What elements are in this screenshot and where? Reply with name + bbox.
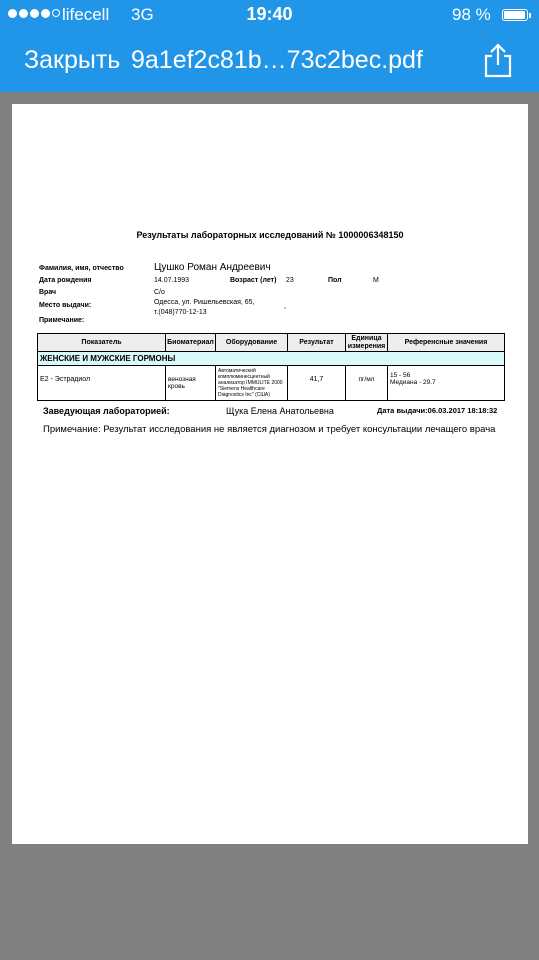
section-title: ЖЕНСКИЕ И МУЖСКИЕ ГОРМОНЫ <box>38 352 504 366</box>
cell-indicator: E2 - Эстрадиол <box>38 366 166 400</box>
place-label: Место выдачи: <box>39 302 92 309</box>
pdf-page <box>12 104 528 844</box>
header-unit: Единица измерения <box>346 334 388 351</box>
doctor-value: С/о <box>154 289 165 296</box>
table-row <box>38 366 504 400</box>
battery-icon <box>502 9 528 21</box>
disclaimer-note: Примечание: Результат исследования не является диагнозом и требует консультации лечащего врача <box>43 424 496 435</box>
place-comma: , <box>284 303 286 310</box>
clock: 19:40 <box>246 4 293 24</box>
table-header <box>38 334 504 352</box>
cell-equipment: Автоматический комплюминесцентный анализатор IMMULITE 2000 "Siemens Healthcare Diagnostics Inc" (США) <box>216 366 288 400</box>
carrier-name: lifecell <box>62 5 110 24</box>
dob-label: Дата рождения <box>39 277 92 284</box>
navigation-bar <box>0 30 539 92</box>
place-value-address: Одесса, ул. Ришельевская, 65, <box>154 299 255 306</box>
status-bar <box>0 0 539 30</box>
header-reference: Референсные значения <box>404 338 488 346</box>
name-value: Цушко Роман Андреевич <box>154 262 271 273</box>
reference-median: Медиана - 29.7 <box>390 379 436 386</box>
header-biomaterial: Биоматериал <box>166 334 216 351</box>
lab-head-label: Заведующая лабораторией: <box>43 406 170 416</box>
cell-unit: пг/мл <box>346 366 388 400</box>
place-value-phone: т.(048)770-12-13 <box>154 309 207 316</box>
share-icon[interactable] <box>482 42 514 78</box>
results-table <box>37 333 505 401</box>
header-indicator: Показатель <box>38 334 166 351</box>
header-result: Результат <box>288 334 346 351</box>
age-label: Возраст (лет) <box>230 277 277 284</box>
document-title: Результаты лабораторных исследований № 1000006348150 <box>136 230 404 240</box>
cell-result: 41,7 <box>288 366 346 400</box>
document-filename: 9a1ef2c81b…73c2bec.pdf <box>131 46 423 74</box>
note-label: Примечание: <box>39 317 85 324</box>
sex-label: Пол <box>328 277 342 284</box>
cell-biomaterial: венозная кровь <box>166 366 216 400</box>
dob-value: 14.07.1993 <box>154 277 190 284</box>
issue-date: Дата выдачи:06.03.2017 18:18:32 <box>377 406 498 415</box>
cell-reference <box>388 366 504 400</box>
network-type: 3G <box>131 5 154 24</box>
reference-range: 15 - 56 <box>390 372 411 379</box>
age-value: 23 <box>286 277 294 284</box>
sex-value: М <box>373 277 379 284</box>
name-label: Фамилия, имя, отчество <box>39 265 124 272</box>
battery-percent: 98 % <box>452 5 491 24</box>
close-button[interactable]: Закрыть <box>24 46 121 74</box>
header-equipment: Оборудование <box>216 334 288 351</box>
doctor-label: Врач <box>39 289 57 296</box>
lab-head-name: Щука Елена Анатольевна <box>226 406 334 416</box>
top-bar <box>0 0 539 92</box>
